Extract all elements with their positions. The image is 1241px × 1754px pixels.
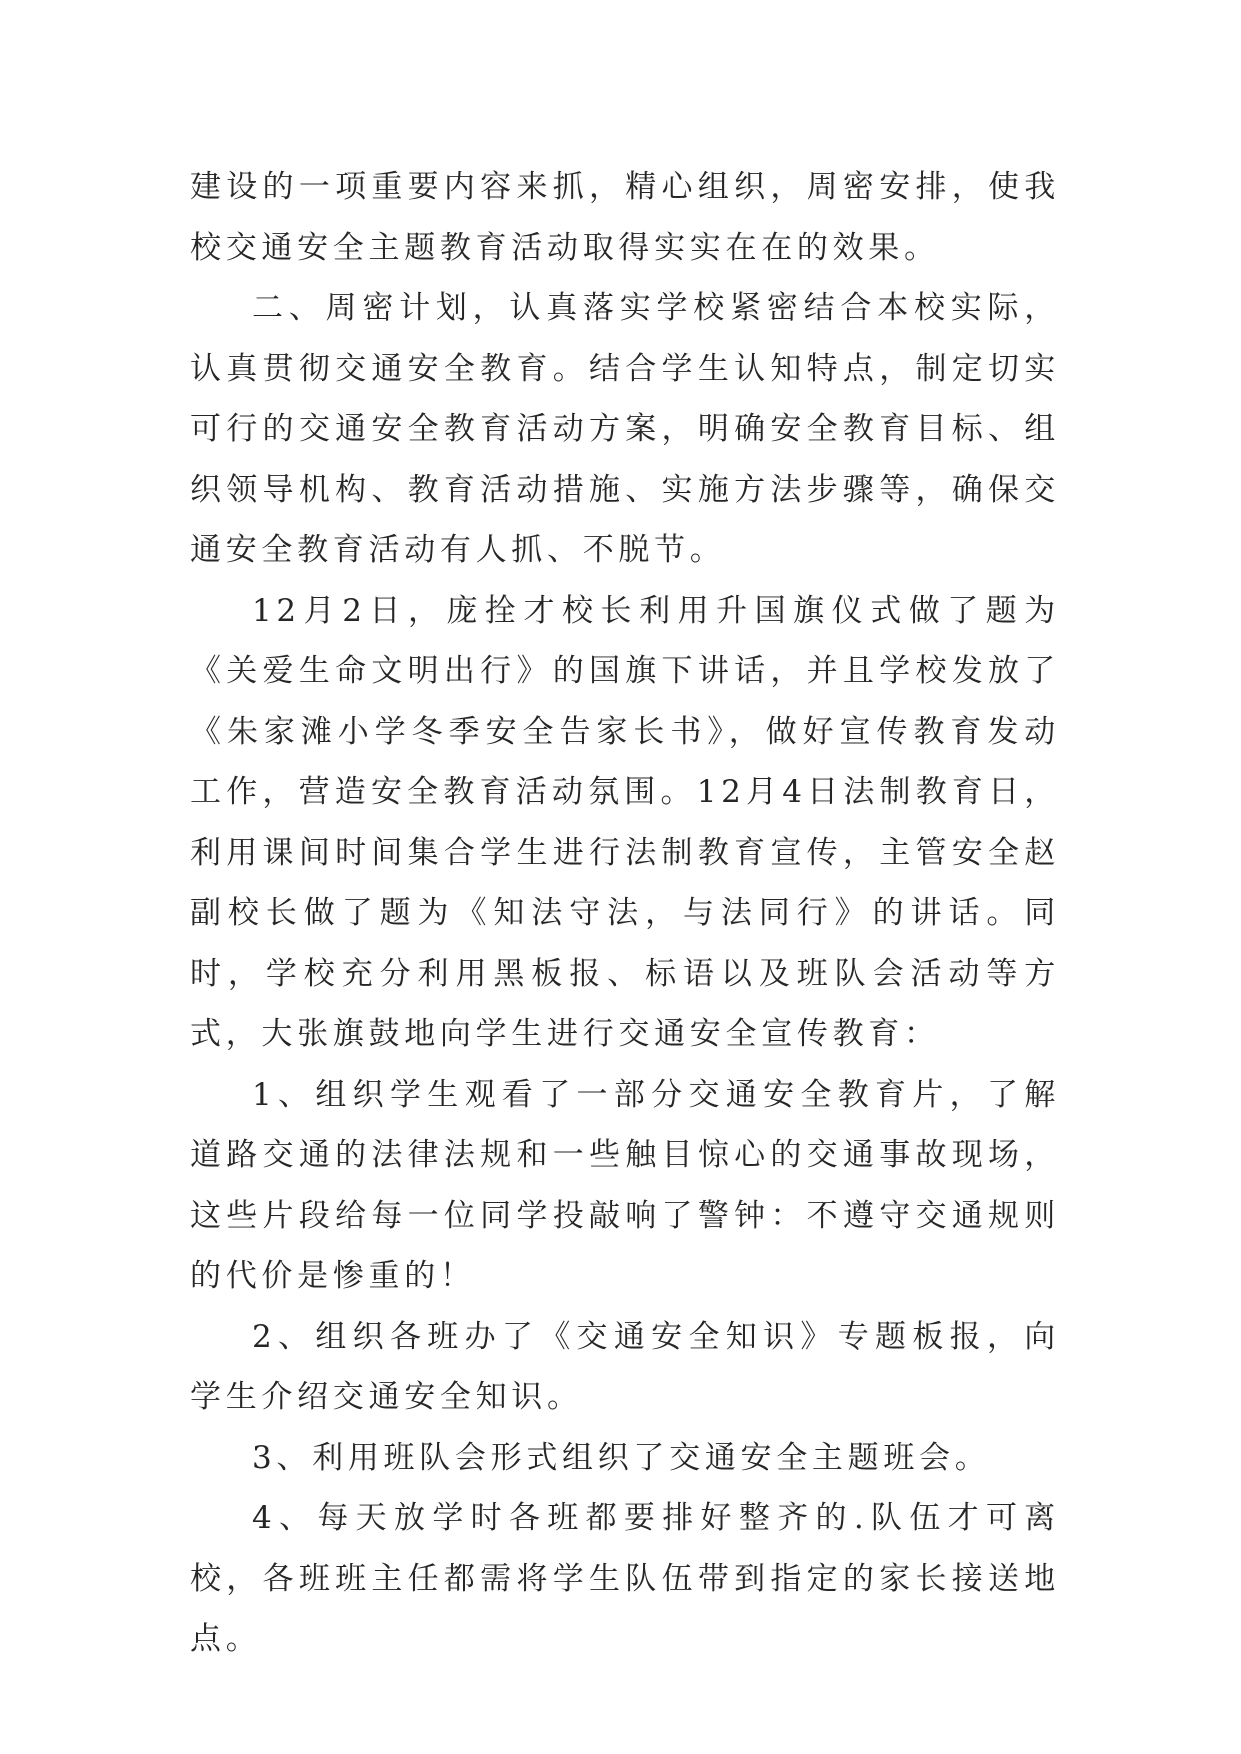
paragraph-item-3: 3、利用班队会形式组织了交通安全主题班会。 (252, 1439, 991, 1476)
document-body (190, 157, 1060, 1670)
paragraph-planning: 二、周密计划，认真落实学校紧密结合本校实际，认真贯彻交通安全教育。结合学生认知特点，制定切实可行的交通安全教育活动方案，明确安全教育目标、组织领导机构、教育活动措施、实施方法步骤等，确保交通安全教育活动有人抓、不脱节。 (190, 290, 1060, 568)
paragraph-item-1: 1、组织学生观看了一部分交通安全教育片，了解道路交通的法律法规和一些触目惊心的交通事故现场，这些片段给每一位同学投敲响了警钟：不遵守交通规则的代价是惨重的！ (190, 1076, 1060, 1294)
paragraph-item-4: 4、每天放学时各班都要排好整齐的.队伍才可离校，各班班主任都需将学生队伍带到指定的家长接送地点。 (190, 1500, 1060, 1657)
paragraph-activities: 12月2日，庞拴才校长利用升国旗仪式做了题为《关爱生命文明出行》的国旗下讲话，并且学校发放了《朱家滩小学冬季安全告家长书》，做好宣传教育发动工作，营造安全教育活动氛围。12月4日法制教育日，利用课间时间集合学生进行法制教育宣传，主管安全赵副校长做了题为《知法守法，与法同行》的讲话。同时，学校充分利用黑板报、标语以及班队会活动等方式，大张旗鼓地向学生进行交通安全宣传教育： (190, 592, 1060, 1052)
paragraph-item-2: 2、组织各班办了《交通安全知识》专题板报，向学生介绍交通安全知识。 (190, 1318, 1060, 1415)
paragraph-continuation: 建设的一项重要内容来抓，精心组织，周密安排，使我校交通安全主题教育活动取得实实在在的效果。 (190, 169, 1060, 266)
